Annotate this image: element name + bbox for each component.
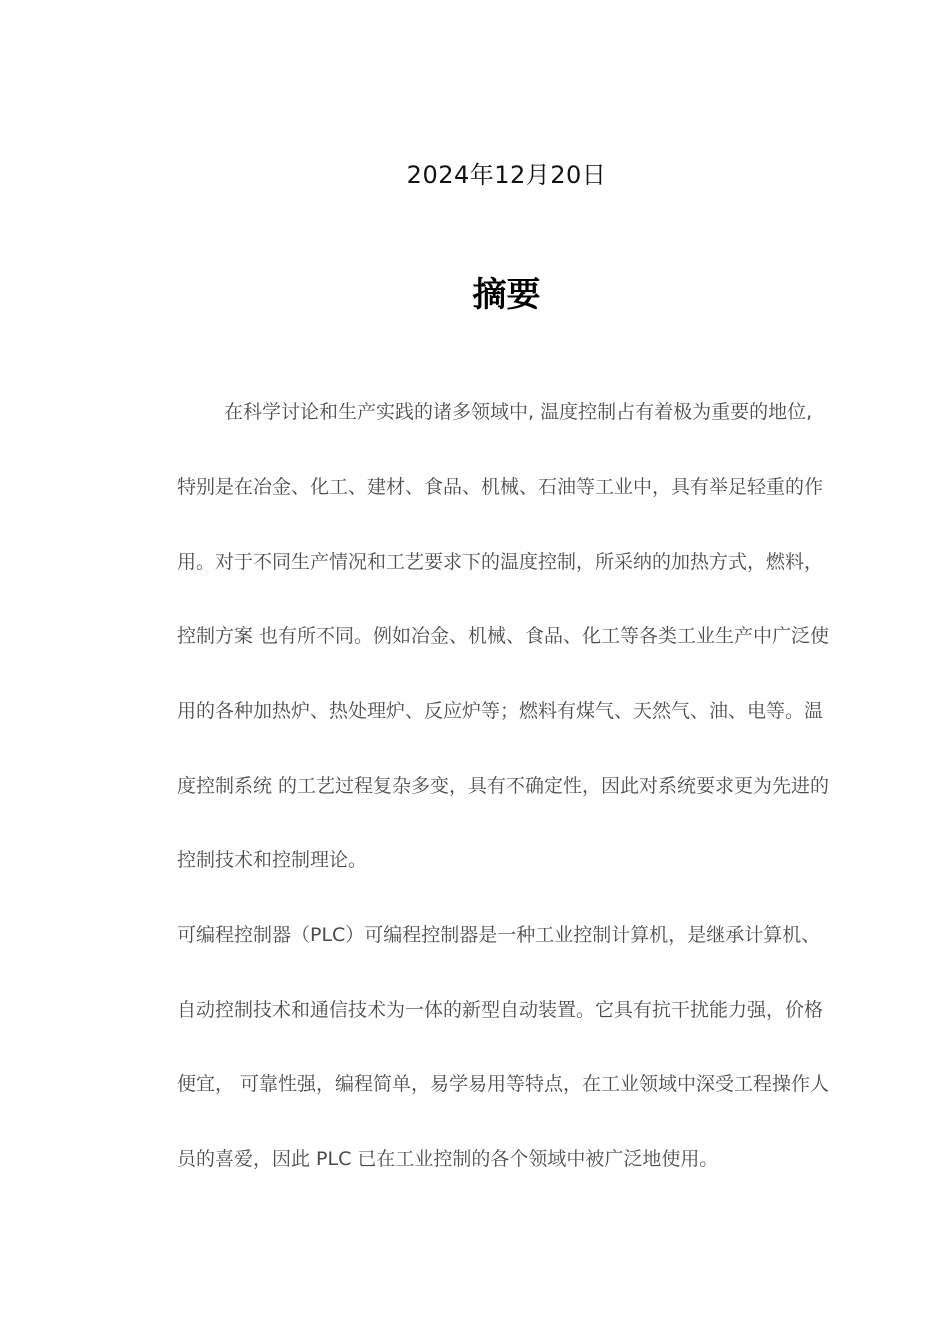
paragraph-line: 特别是在冶金、化工、建材、食品、机械、石油等工业中，具有举足轻重的作: [177, 476, 824, 498]
document-date: 2024年12月20日: [406, 161, 607, 189]
paragraph-line: 便宜， 可靠性强，编程简单，易学易用等特点，在工业领域中深受工程操作人: [177, 1073, 830, 1095]
paragraph-line: 自动控制技术和通信技术为一体的新型自动装置。它具有抗干扰能力强，价格: [177, 999, 824, 1021]
paragraph-line: 控制技术和控制理论。: [177, 849, 368, 871]
paragraph-line: 用的各种加热炉、热处理炉、反应炉等；燃料有煤气、天然气、油、电等。温: [177, 700, 824, 722]
abstract-title: 摘要: [472, 275, 541, 315]
paragraph-line: 可编程控制器（PLC）可编程控制器是一种工业控制计算机，是继承计算机、: [177, 924, 821, 946]
paragraph-line: 度控制系统 的工艺过程复杂多变，具有不确定性，因此对系统要求更为先进的: [177, 775, 830, 797]
paragraph-line: 用。对于不同生产情况和工艺要求下的温度控制，所采纳的加热方式，燃料，: [177, 551, 824, 573]
paragraph-line: 员的喜爱，因此 PLC 已在工业控制的各个领域中被广泛地使用。: [177, 1148, 719, 1170]
paragraph-line: 控制方案 也有所不同。例如冶金、机械、食品、化工等各类工业生产中广泛使: [177, 625, 830, 647]
paragraph-line: 在科学讨论和生产实践的诸多领域中, 温度控制占有着极为重要的地位,: [224, 401, 813, 423]
